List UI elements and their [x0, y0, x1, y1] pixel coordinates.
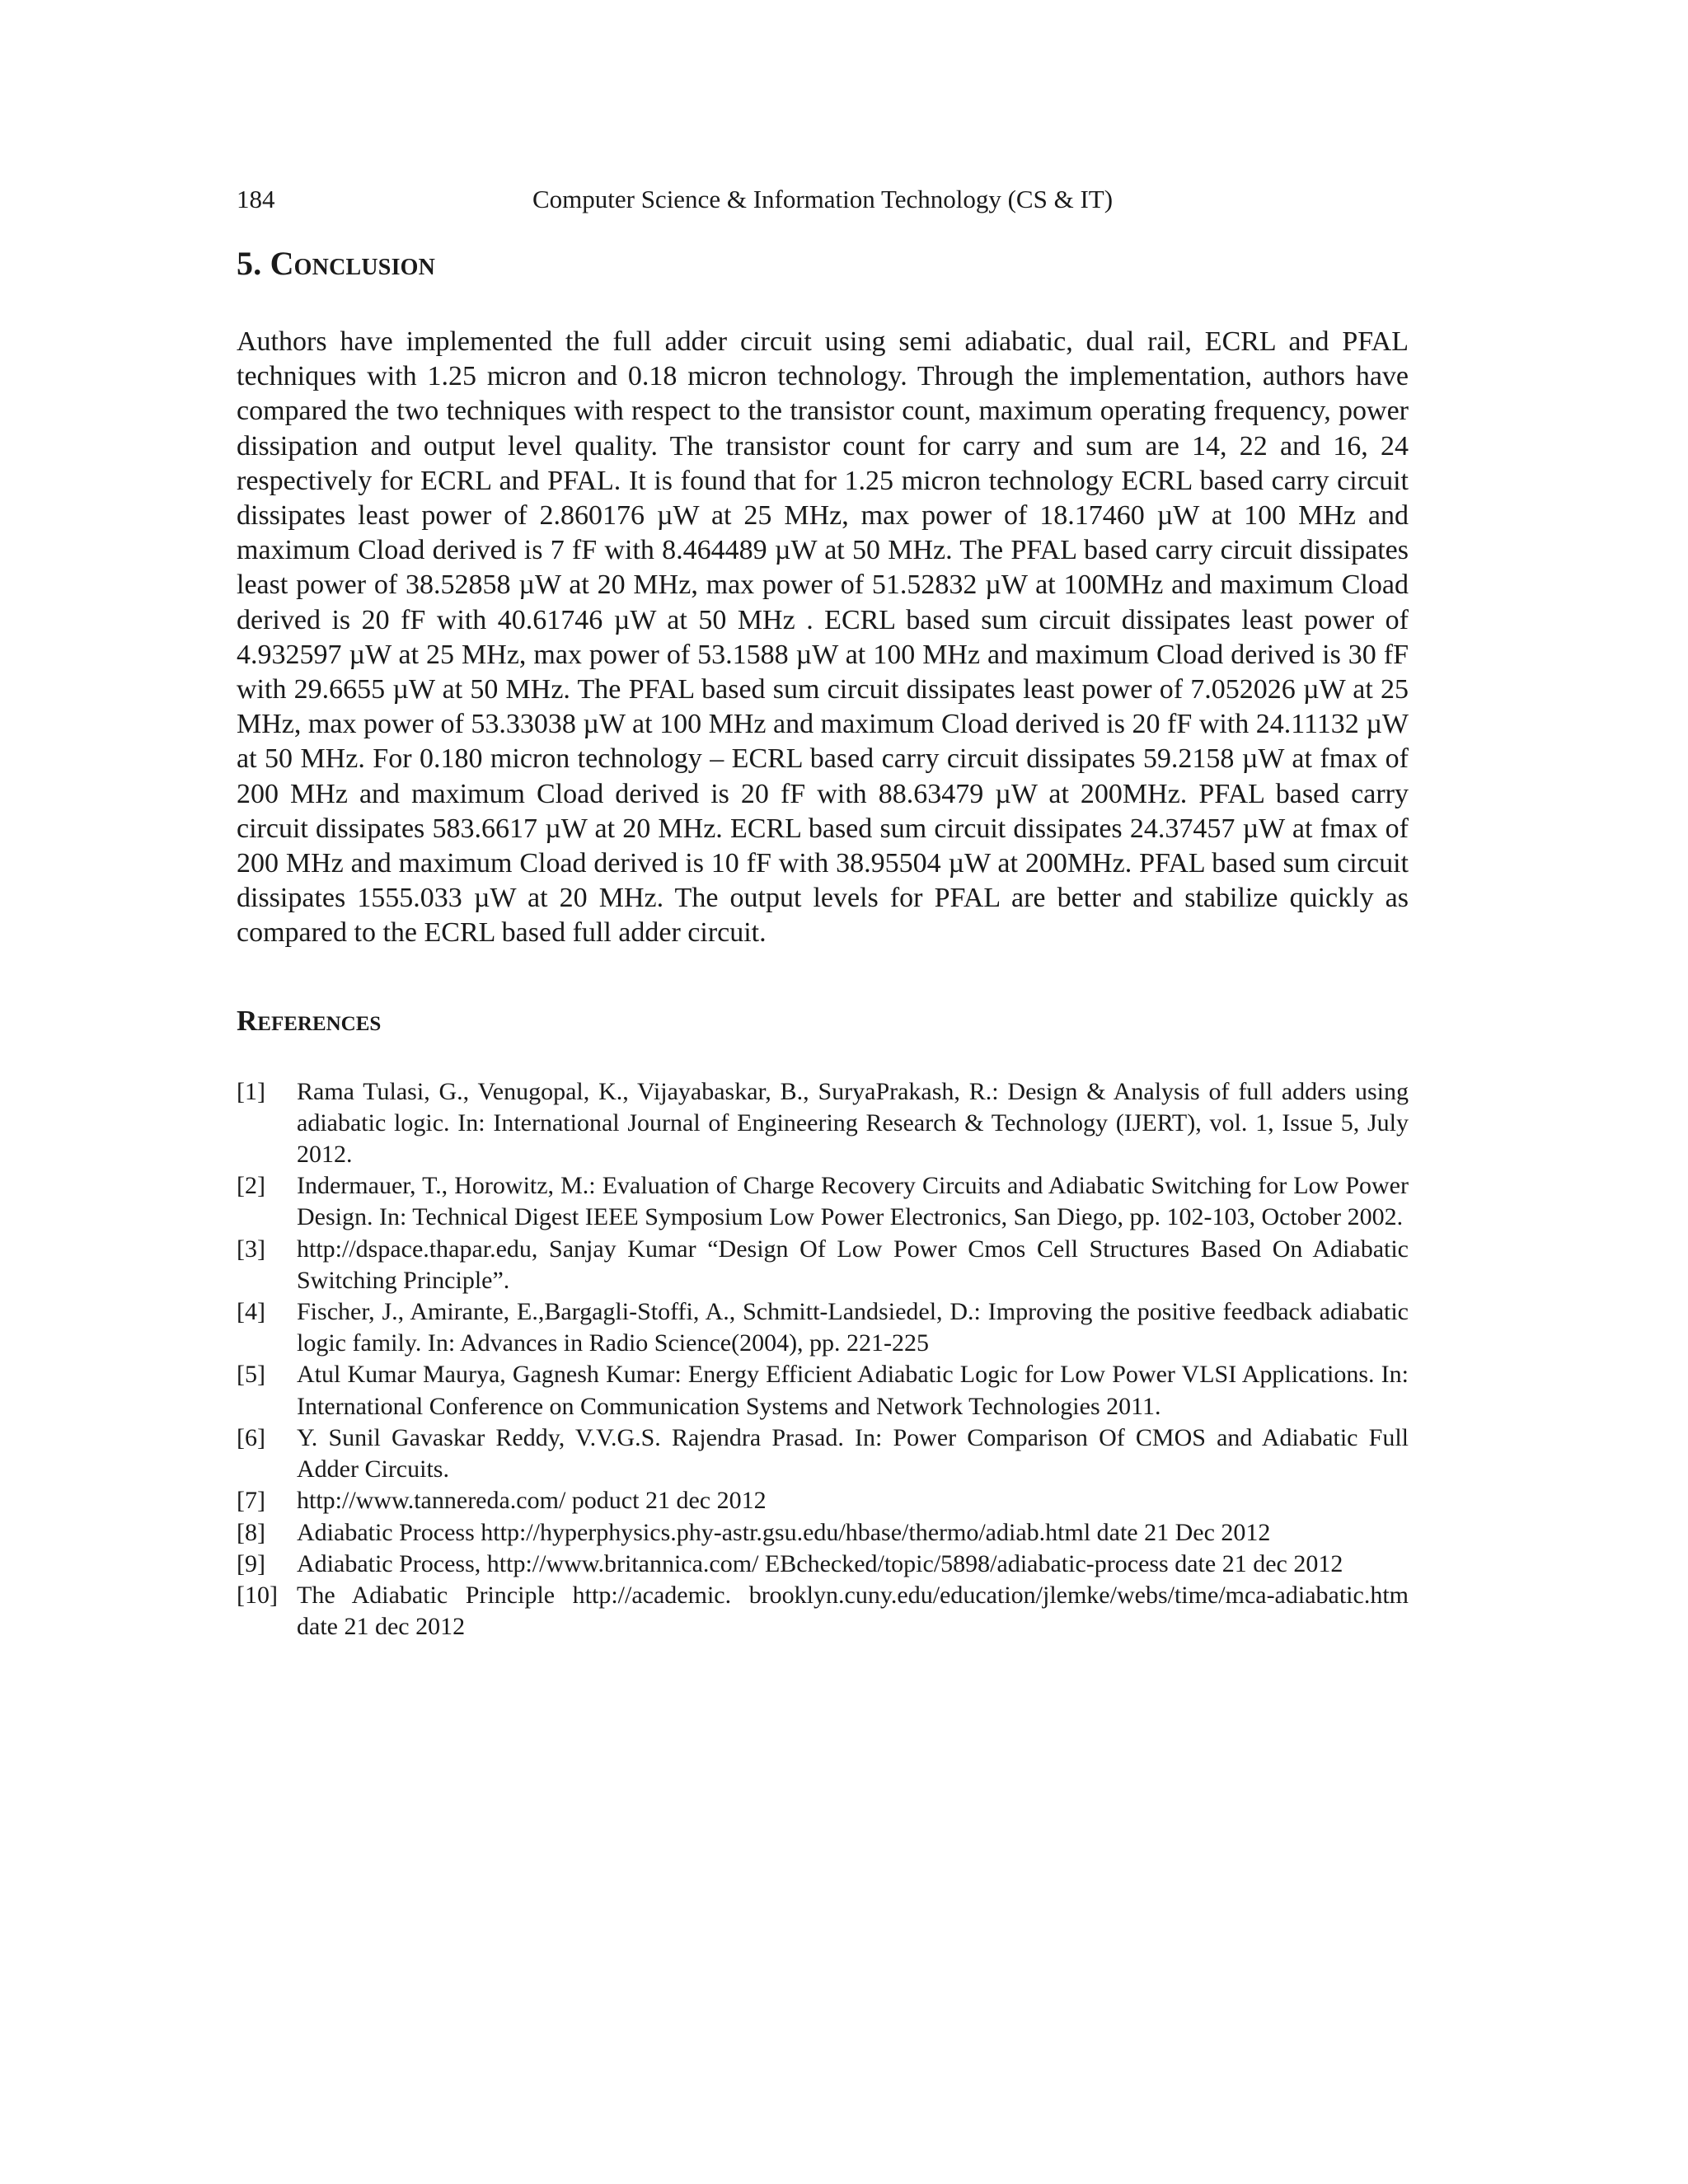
reference-item — [237, 1422, 1409, 1485]
reference-text: Adiabatic Process http://hyperphysics.phy-astr.gsu.edu/hbase/thermo/adiab.html date 21 Dec 2012 — [297, 1518, 1271, 1546]
reference-text: Atul Kumar Maurya, Gagnesh Kumar: Energy Efficient Adiabatic Logic for Low Power VLSI Applications. In: International Conference on Communication Systems and Network Technologies 2011. — [297, 1361, 1409, 1420]
reference-text: Fischer, J., Amirante, E.,Bargagli-Stoffi, A., Schmitt-Landsiedel, D.: Improving the positive feedback adiabatic logic family. In: Advances in Radio Science(2004), pp. 221-225 — [297, 1298, 1409, 1357]
reference-item — [237, 1517, 1409, 1549]
reference-number: [5] — [237, 1361, 265, 1389]
reference-text: The Adiabatic Principle http://academic. brooklyn.cuny.edu/education/jlemke/webs/time/mca-adiabatic.htm date 21 dec 2012 — [297, 1581, 1409, 1641]
page — [237, 181, 1409, 1643]
reference-text: Rama Tulasi, G., Venugopal, K., Vijayabaskar, B., SuryaPrakash, R.: Design & Analysis of full adders using adiabatic logic. In: International Journal of Engineering Research & Technology (IJERT), vol. 1, Issue 5, July 2012. — [297, 1077, 1409, 1169]
reference-item — [237, 1234, 1409, 1296]
page-number: 184 — [237, 185, 275, 213]
reference-list — [237, 1076, 1409, 1643]
reference-text: http://dspace.thapar.edu, Sanjay Kumar “Design Of Low Power Cmos Cell Structures Based On Adiabatic Switching Principle”. — [297, 1235, 1409, 1294]
reference-item — [237, 1580, 1409, 1643]
reference-number: [4] — [237, 1298, 265, 1326]
reference-item — [237, 1549, 1409, 1580]
reference-item — [237, 1170, 1409, 1233]
journal-name: Computer Science & Information Technology (CS & IT) — [532, 185, 1114, 213]
reference-text: Indermauer, T., Horowitz, M.: Evaluation of Charge Recovery Circuits and Adiabatic Switching for Low Power Design. In: Technical Digest IEEE Symposium Low Power Electronics, San Diego, pp. 102-103, October 2002. — [297, 1172, 1409, 1231]
reference-text: Adiabatic Process, http://www.britannica.com/ EBchecked/topic/5898/adiabatic-process date 21 dec 2012 — [297, 1549, 1343, 1577]
references-heading: References — [237, 1004, 382, 1037]
reference-number: [7] — [237, 1487, 265, 1515]
reference-item — [237, 1485, 1409, 1516]
reference-number: [2] — [237, 1172, 265, 1200]
reference-number: [6] — [237, 1423, 265, 1451]
reference-item — [237, 1076, 1409, 1171]
reference-number: [8] — [237, 1518, 265, 1546]
conclusion-heading: 5. Conclusion — [237, 245, 436, 282]
reference-number: [9] — [237, 1549, 265, 1577]
reference-item — [237, 1296, 1409, 1359]
running-header — [237, 181, 1409, 218]
reference-number: [10] — [237, 1581, 278, 1609]
conclusion-paragraph: Authors have implemented the full adder circuit using semi adiabatic, dual rail, ECRL and PFAL techniques with 1.25 micron and 0.18 micron technology. Through the implementation, authors have compared the two techniques with respect to the transistor count, maximum operating frequency, power dissipation and output level quality. The transistor count for carry and sum are 14, 22 and 16, 24 respectively for ECRL and PFAL. It is found that for 1.25 micron technology ECRL based carry circuit dissipates least power of 2.860176 µW at 25 MHz, max power of 18.17460 µW at 100 MHz and maximum Cload derived is 7 fF with 8.464489 µW at 50 MHz. The PFAL based carry circuit dissipates least power of 38.52858 µW at 20 MHz, max power of 51.52832 µW at 100MHz and maximum Cload derived is 20 fF with 40.61746 µW at 50 MHz . ECRL based sum circuit dissipates least power of 4.932597 µW at 25 MHz, max power of 53.1588 µW at 100 MHz and maximum Cload derived is 30 fF with 29.6655 µW at 50 MHz. The PFAL based sum circuit dissipates least power of 7.052026 µW at 25 MHz, max power of 53.33038 µW at 100 MHz and maximum Cload derived is 20 fF with 24.11132 µW at 50 MHz. For 0.180 micron technology – ECRL based carry circuit dissipates 59.2158 µW at fmax of 200 MHz and maximum Cload derived is 20 fF with 88.63479 µW at 200MHz. PFAL based carry circuit dissipates 583.6617 µW at 20 MHz. ECRL based sum circuit dissipates 24.37457 µW at fmax of 200 MHz and maximum Cload derived is 10 fF with 38.95504 µW at 200MHz. PFAL based sum circuit dissipates 1555.033 µW at 20 MHz. The output levels for PFAL are better and stabilize quickly as compared to the ECRL based full adder circuit. — [237, 326, 1409, 949]
reference-number: [1] — [237, 1077, 265, 1105]
reference-item — [237, 1359, 1409, 1422]
reference-text: Y. Sunil Gavaskar Reddy, V.V.G.S. Rajendra Prasad. In: Power Comparison Of CMOS and Adiabatic Full Adder Circuits. — [297, 1423, 1409, 1483]
reference-number: [3] — [237, 1235, 265, 1263]
reference-text: http://www.tannereda.com/ poduct 21 dec 2012 — [297, 1487, 767, 1515]
